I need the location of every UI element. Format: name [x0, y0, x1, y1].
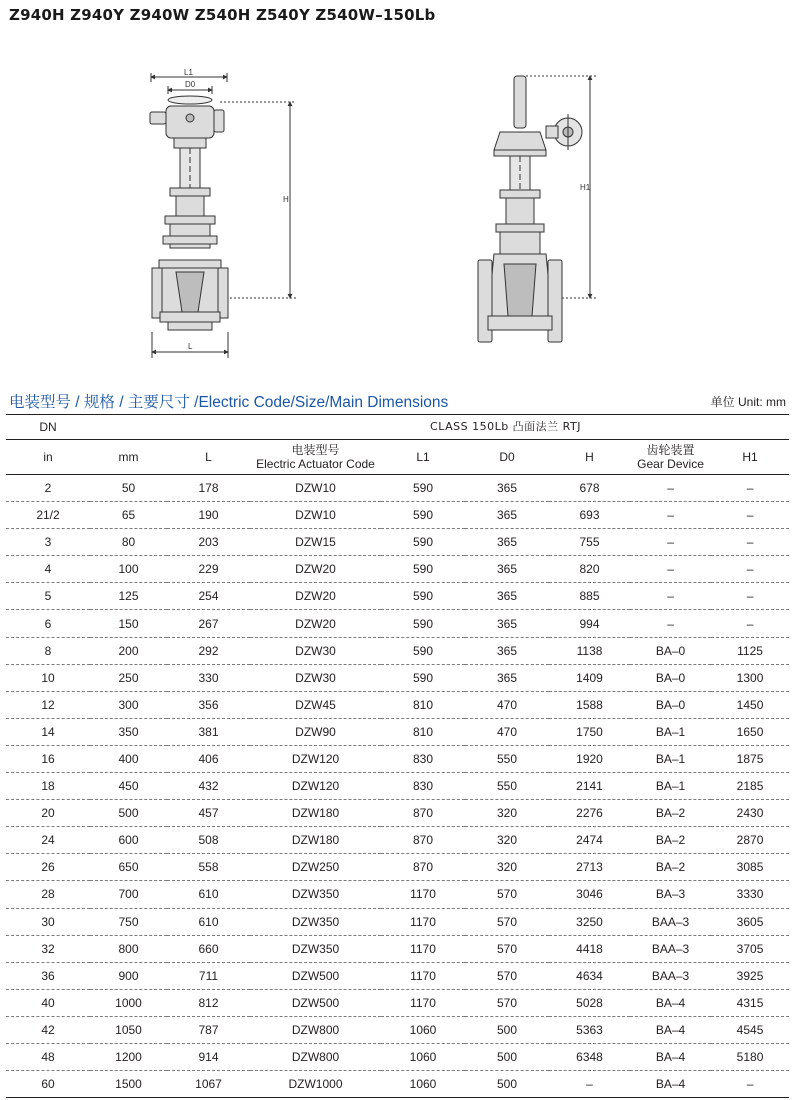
cell-H: 5363: [549, 1016, 630, 1043]
cell-gear: BA–2: [630, 800, 711, 827]
cell-actuator: DZW350: [250, 935, 381, 962]
header-actuator-en: Electric Actuator Code: [256, 457, 375, 471]
cell-L: 558: [167, 854, 250, 881]
cell-D0: 320: [465, 800, 549, 827]
cell-in: 28: [6, 881, 90, 908]
table-row: [6, 962, 789, 989]
cell-mm: 50: [90, 475, 167, 502]
cell-gear: BA–2: [630, 827, 711, 854]
cell-L1: 810: [381, 691, 465, 718]
cell-H: 1588: [549, 691, 630, 718]
cell-H: 885: [549, 583, 630, 610]
cell-L1: 870: [381, 800, 465, 827]
table-row: [6, 475, 789, 502]
cell-H1: –: [711, 583, 789, 610]
cell-mm: 500: [90, 800, 167, 827]
cell-actuator: DZW180: [250, 800, 381, 827]
cell-mm: 750: [90, 908, 167, 935]
cell-L1: 870: [381, 854, 465, 881]
cell-L1: 870: [381, 827, 465, 854]
cell-gear: –: [630, 529, 711, 556]
cell-gear: –: [630, 583, 711, 610]
cell-D0: 365: [465, 583, 549, 610]
cell-mm: 250: [90, 664, 167, 691]
cell-H: 1920: [549, 745, 630, 772]
cell-in: 10: [6, 664, 90, 691]
cell-H1: 2430: [711, 800, 789, 827]
cell-gear: BA–1: [630, 718, 711, 745]
header-actuator: [250, 440, 381, 475]
table-row: [6, 1016, 789, 1043]
cell-L: 508: [167, 827, 250, 854]
cell-actuator: DZW350: [250, 881, 381, 908]
cell-H1: –: [711, 529, 789, 556]
cell-mm: 200: [90, 637, 167, 664]
unit-label: 单位 Unit: mm: [710, 395, 786, 409]
front-view-drawing: [150, 73, 296, 358]
cell-D0: 365: [465, 556, 549, 583]
header-L: L: [167, 440, 250, 475]
cell-L: 610: [167, 881, 250, 908]
cell-L1: 1170: [381, 962, 465, 989]
cell-L: 812: [167, 989, 250, 1016]
cell-L1: 590: [381, 610, 465, 637]
table-header-row-sub: [6, 440, 789, 475]
cell-mm: 80: [90, 529, 167, 556]
cell-in: 20: [6, 800, 90, 827]
cell-L1: 590: [381, 502, 465, 529]
cell-D0: 570: [465, 908, 549, 935]
cell-L: 254: [167, 583, 250, 610]
cell-actuator: DZW350: [250, 908, 381, 935]
cell-in: 30: [6, 908, 90, 935]
cell-actuator: DZW30: [250, 637, 381, 664]
cell-in: 16: [6, 745, 90, 772]
cell-H: 3250: [549, 908, 630, 935]
cell-D0: 470: [465, 691, 549, 718]
cell-L: 330: [167, 664, 250, 691]
cell-H1: –: [711, 610, 789, 637]
cell-H1: 3705: [711, 935, 789, 962]
table-row: [6, 1043, 789, 1070]
cell-mm: 350: [90, 718, 167, 745]
cell-L1: 1170: [381, 881, 465, 908]
cell-actuator: DZW45: [250, 691, 381, 718]
cell-H: 2276: [549, 800, 630, 827]
cell-L: 787: [167, 1016, 250, 1043]
dimensions-table: [6, 414, 789, 1098]
cell-L1: 1060: [381, 1016, 465, 1043]
cell-L1: 590: [381, 529, 465, 556]
cell-L: 267: [167, 610, 250, 637]
cell-mm: 300: [90, 691, 167, 718]
table-row: [6, 908, 789, 935]
cell-L1: 590: [381, 583, 465, 610]
cell-in: 42: [6, 1016, 90, 1043]
table-row: [6, 800, 789, 827]
cell-in: 12: [6, 691, 90, 718]
header-D0: D0: [465, 440, 549, 475]
cell-actuator: DZW800: [250, 1043, 381, 1070]
cell-H: 994: [549, 610, 630, 637]
cell-mm: 1050: [90, 1016, 167, 1043]
cell-D0: 570: [465, 989, 549, 1016]
cell-actuator: DZW800: [250, 1016, 381, 1043]
cell-L1: 1060: [381, 1043, 465, 1070]
cell-H1: 1650: [711, 718, 789, 745]
cell-D0: 365: [465, 664, 549, 691]
cell-in: 21/2: [6, 502, 90, 529]
table-row: [6, 718, 789, 745]
cell-mm: 1000: [90, 989, 167, 1016]
cell-H1: 4315: [711, 989, 789, 1016]
cell-D0: 320: [465, 854, 549, 881]
header-gear: [630, 440, 711, 475]
cell-H1: –: [711, 556, 789, 583]
dim-H-label: H: [283, 195, 289, 204]
valve-drawings: [0, 50, 795, 368]
cell-in: 32: [6, 935, 90, 962]
cell-D0: 570: [465, 962, 549, 989]
cell-gear: BA–0: [630, 637, 711, 664]
cell-H1: 2185: [711, 773, 789, 800]
cell-gear: BA–3: [630, 881, 711, 908]
cell-actuator: DZW250: [250, 854, 381, 881]
cell-L1: 1170: [381, 908, 465, 935]
cell-gear: BA–4: [630, 1016, 711, 1043]
cell-gear: –: [630, 475, 711, 502]
cell-actuator: DZW20: [250, 610, 381, 637]
cell-L: 660: [167, 935, 250, 962]
cell-in: 6: [6, 610, 90, 637]
cell-H: 1750: [549, 718, 630, 745]
table-row: [6, 556, 789, 583]
cell-actuator: DZW10: [250, 475, 381, 502]
cell-H1: –: [711, 1071, 789, 1098]
cell-H: 678: [549, 475, 630, 502]
cell-in: 60: [6, 1071, 90, 1098]
cell-H: 1138: [549, 637, 630, 664]
cell-H: 2141: [549, 773, 630, 800]
table-body: [6, 475, 789, 1098]
cell-actuator: DZW20: [250, 583, 381, 610]
cell-L: 711: [167, 962, 250, 989]
dim-D0-label: D0: [185, 80, 196, 89]
header-actuator-cn: 电装型号: [291, 443, 340, 457]
cell-actuator: DZW500: [250, 989, 381, 1016]
cell-L: 178: [167, 475, 250, 502]
cell-D0: 365: [465, 637, 549, 664]
cell-H: 693: [549, 502, 630, 529]
cell-L: 356: [167, 691, 250, 718]
cell-H1: 1300: [711, 664, 789, 691]
cell-gear: BA–4: [630, 1071, 711, 1098]
cell-H: 4634: [549, 962, 630, 989]
cell-H1: –: [711, 502, 789, 529]
cell-D0: 500: [465, 1043, 549, 1070]
cell-gear: BA–0: [630, 691, 711, 718]
cell-gear: BAA–3: [630, 962, 711, 989]
cell-D0: 470: [465, 718, 549, 745]
cell-mm: 65: [90, 502, 167, 529]
cell-H: –: [549, 1071, 630, 1098]
cell-H1: 4545: [711, 1016, 789, 1043]
dim-L1-label: L1: [184, 68, 193, 77]
cell-L: 203: [167, 529, 250, 556]
cell-H1: 3085: [711, 854, 789, 881]
table-row: [6, 610, 789, 637]
table-row: [6, 637, 789, 664]
cell-D0: 550: [465, 773, 549, 800]
cell-actuator: DZW180: [250, 827, 381, 854]
cell-L1: 830: [381, 745, 465, 772]
cell-mm: 150: [90, 610, 167, 637]
cell-in: 18: [6, 773, 90, 800]
cell-H1: 1125: [711, 637, 789, 664]
cell-gear: BAA–3: [630, 935, 711, 962]
table-row: [6, 745, 789, 772]
cell-actuator: DZW90: [250, 718, 381, 745]
dim-L-label: L: [188, 342, 193, 351]
header-gear-en: Gear Device: [637, 457, 704, 471]
header-H: H: [549, 440, 630, 475]
cell-mm: 700: [90, 881, 167, 908]
table-row: [6, 881, 789, 908]
cell-H: 6348: [549, 1043, 630, 1070]
cell-L1: 1170: [381, 989, 465, 1016]
cell-in: 40: [6, 989, 90, 1016]
cell-D0: 500: [465, 1016, 549, 1043]
cell-H: 2713: [549, 854, 630, 881]
table-row: [6, 529, 789, 556]
cell-D0: 320: [465, 827, 549, 854]
cell-D0: 365: [465, 502, 549, 529]
cell-gear: –: [630, 610, 711, 637]
cell-L1: 1060: [381, 1071, 465, 1098]
header-mm: mm: [90, 440, 167, 475]
cell-D0: 365: [465, 475, 549, 502]
cell-mm: 1200: [90, 1043, 167, 1070]
cell-actuator: DZW20: [250, 556, 381, 583]
table-row: [6, 935, 789, 962]
table-row: [6, 1071, 789, 1098]
cell-gear: –: [630, 556, 711, 583]
table-row: [6, 854, 789, 881]
table-row: [6, 691, 789, 718]
header-class: CLASS 150Lb 凸面法兰 RTJ: [381, 415, 630, 440]
cell-actuator: DZW1000: [250, 1071, 381, 1098]
cell-H: 3046: [549, 881, 630, 908]
cell-gear: BAA–3: [630, 908, 711, 935]
cell-actuator: DZW15: [250, 529, 381, 556]
cell-mm: 100: [90, 556, 167, 583]
cell-D0: 570: [465, 935, 549, 962]
cell-L: 914: [167, 1043, 250, 1070]
cell-actuator: DZW30: [250, 664, 381, 691]
cell-mm: 600: [90, 827, 167, 854]
table-row: [6, 502, 789, 529]
dim-H1-label: H1: [580, 183, 591, 192]
cell-L1: 590: [381, 664, 465, 691]
cell-H: 820: [549, 556, 630, 583]
cell-in: 24: [6, 827, 90, 854]
cell-H1: –: [711, 475, 789, 502]
cell-L1: 1170: [381, 935, 465, 962]
cell-gear: BA–4: [630, 1043, 711, 1070]
table-header-row-top: [6, 415, 789, 440]
cell-L1: 590: [381, 556, 465, 583]
side-view-drawing: [478, 76, 596, 342]
cell-in: 48: [6, 1043, 90, 1070]
section-title: 电装型号 / 规格 / 主要尺寸 /Electric Code/Size/Main Dimensions: [9, 394, 449, 411]
cell-actuator: DZW500: [250, 962, 381, 989]
table-row: [6, 773, 789, 800]
table-row: [6, 583, 789, 610]
cell-H1: 1450: [711, 691, 789, 718]
cell-L: 190: [167, 502, 250, 529]
cell-mm: 800: [90, 935, 167, 962]
cell-mm: 900: [90, 962, 167, 989]
cell-D0: 365: [465, 529, 549, 556]
cell-H: 5028: [549, 989, 630, 1016]
cell-in: 8: [6, 637, 90, 664]
cell-H1: 3330: [711, 881, 789, 908]
header-in: in: [6, 440, 90, 475]
cell-D0: 500: [465, 1071, 549, 1098]
header-dn: DN: [6, 415, 90, 440]
cell-in: 5: [6, 583, 90, 610]
cell-H1: 3605: [711, 908, 789, 935]
cell-H1: 1875: [711, 745, 789, 772]
cell-H1: 3925: [711, 962, 789, 989]
cell-L: 229: [167, 556, 250, 583]
cell-mm: 125: [90, 583, 167, 610]
cell-L: 1067: [167, 1071, 250, 1098]
cell-actuator: DZW120: [250, 745, 381, 772]
cell-mm: 450: [90, 773, 167, 800]
cell-actuator: DZW120: [250, 773, 381, 800]
cell-in: 4: [6, 556, 90, 583]
table-row: [6, 827, 789, 854]
cell-H: 1409: [549, 664, 630, 691]
cell-L: 457: [167, 800, 250, 827]
cell-H: 755: [549, 529, 630, 556]
cell-mm: 400: [90, 745, 167, 772]
cell-L: 610: [167, 908, 250, 935]
cell-mm: 650: [90, 854, 167, 881]
table-row: [6, 664, 789, 691]
cell-L1: 590: [381, 475, 465, 502]
table-row: [6, 989, 789, 1016]
cell-L1: 830: [381, 773, 465, 800]
cell-H1: 2870: [711, 827, 789, 854]
cell-gear: BA–1: [630, 745, 711, 772]
header-H1: H1: [711, 440, 789, 475]
cell-D0: 570: [465, 881, 549, 908]
page-title: Z940H Z940Y Z940W Z540H Z540Y Z540W–150Lb: [9, 6, 436, 24]
cell-L1: 810: [381, 718, 465, 745]
cell-mm: 1500: [90, 1071, 167, 1098]
cell-in: 14: [6, 718, 90, 745]
cell-in: 36: [6, 962, 90, 989]
cell-L: 381: [167, 718, 250, 745]
cell-gear: BA–0: [630, 664, 711, 691]
cell-H: 4418: [549, 935, 630, 962]
cell-in: 3: [6, 529, 90, 556]
cell-L: 292: [167, 637, 250, 664]
cell-H1: 5180: [711, 1043, 789, 1070]
cell-actuator: DZW10: [250, 502, 381, 529]
cell-L: 432: [167, 773, 250, 800]
cell-D0: 365: [465, 610, 549, 637]
cell-gear: BA–1: [630, 773, 711, 800]
cell-in: 2: [6, 475, 90, 502]
cell-in: 26: [6, 854, 90, 881]
cell-gear: BA–2: [630, 854, 711, 881]
header-L1: L1: [381, 440, 465, 475]
cell-gear: –: [630, 502, 711, 529]
cell-D0: 550: [465, 745, 549, 772]
header-gear-cn: 齿轮装置: [646, 443, 695, 457]
cell-L: 406: [167, 745, 250, 772]
cell-H: 2474: [549, 827, 630, 854]
cell-gear: BA–4: [630, 989, 711, 1016]
cell-L1: 590: [381, 637, 465, 664]
